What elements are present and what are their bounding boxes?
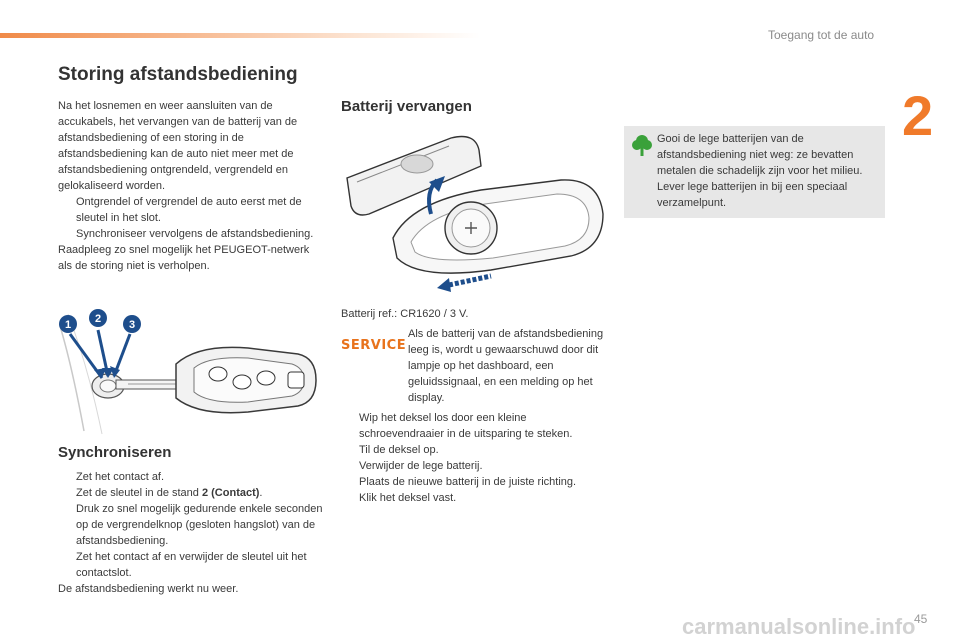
list-item: Druk zo snel mogelijk gedurende enkele seconden op de vergrendelknop (gesloten hangslot) van de afstandsbediening. [76,503,323,547]
list-item: Ontgrendel of vergrendel de auto eerst met de sleutel in het slot. [76,196,302,224]
sync-section [58,469,328,597]
list-item: Zet het contact af en verwijder de sleutel uit het contactslot. [76,551,307,579]
list-item: Klik het deksel vast. [359,492,457,504]
battery-steps [341,410,611,506]
sync-title: Synchroniseren [58,444,172,461]
list-item: Verwijder de lege batterij. [359,460,483,472]
step-marker: 3 [128,319,136,331]
intro-section [58,98,322,274]
contact-position: 2 (Contact) [201,487,260,499]
chapter-number: 2 [902,84,934,147]
eco-note-box [624,126,885,218]
step-marker: 2 [94,313,102,325]
battery-steps-section [341,410,611,506]
page-title: Storing afstandsbediening [58,64,298,85]
battery-title: Batterij vervangen [341,98,472,115]
list-item: Zet het contact af. [76,471,165,483]
intro-text: Na het losnemen en weer aansluiten van de accukabels, het vervangen van de batterij van de afstandsbediening of een storing in de afstandsbediening kan de auto niet meer met de afstandsbediening ontgrendeld, vergrendeld en gelokaliseerd worden. [58,100,298,192]
battery-ref: Batterij ref.: CR1620 / 3 V. [341,308,469,320]
page-number: 45 [914,612,928,626]
key-sync-illustration [58,306,322,436]
header-accent-bar [0,33,480,38]
list-item: Til de deksel op. [359,444,439,456]
intro-bullets [58,194,322,242]
service-warning [341,326,605,406]
sync-steps [58,469,328,581]
section-header: Toegang tot de auto [768,28,875,42]
tree-icon [632,134,652,158]
list-item: Zet de sleutel in de stand 2 (Contact). [76,487,263,499]
service-warning-icon: SERVICE [341,338,407,353]
list-item: Synchroniseer vervolgens de afstandsbediening. [76,228,314,240]
watermark: carmanualsonline.info [682,614,916,639]
battery-replacement-illustration [341,130,605,300]
eco-note-text: Gooi de lege batterijen van de afstandsbediening niet weg: ze bevatten metalen die schadelijk zijn voor het milieu. Lever lege batterijen in bij een speciaal verzamelpunt. [657,133,863,209]
sync-footer: De afstandsbediening werkt nu weer. [58,583,239,595]
list-item: Plaats de nieuwe batterij in de juiste richting. [359,476,577,488]
service-warning-text: Als de batterij van de afstandsbediening leeg is, wordt u gewaarschuwd door dit lampje op het dashboard, een geluidssignaal, en een melding op het display. [408,328,604,404]
step-marker: 1 [64,319,72,331]
intro-footer: Raadpleeg zo snel mogelijk het PEUGEOT-netwerk als de storing niet is verholpen. [58,244,310,272]
list-item: Wip het deksel los door een kleine schroevendraaier in de uitsparing te steken. [359,412,573,440]
